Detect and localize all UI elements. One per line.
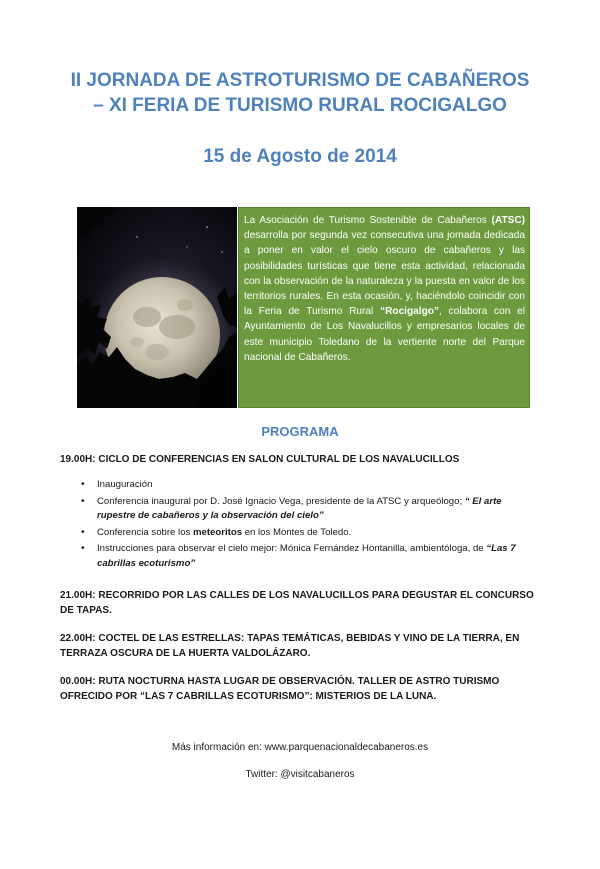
schedule-21h: 21.00H: RECORRIDO POR LAS CALLES DE LOS NAVALUCILLOS PARA DEGUSTAR EL CONCURSO DE TAPAS. [60, 590, 534, 616]
intro-part-1: La Asociación de Turismo Sostenible de Cabañeros [244, 215, 487, 226]
conference-list [60, 478, 530, 573]
item-meteoritos-a: Conferencia sobre los [97, 526, 193, 538]
intro-part-3: , colabora con el Ayuntamiento de Los Navalucillos y empresarios locales de este municipio Toledano de la vertiente norte del Parque nacional de Cabañeros. [244, 306, 525, 363]
item-cabrillas: “Las 7 cabrillas ecoturismo” [97, 543, 516, 569]
item-conferencia-title: “ El arte rupestre de cabañeros y la observación del cielo” [97, 495, 502, 521]
bullet-icon: • [81, 495, 85, 507]
item-inauguracion: Inauguración [97, 479, 153, 490]
item-meteoritos-b: meteoritos [193, 526, 243, 538]
bullet-icon: • [81, 543, 85, 554]
list-item [60, 478, 530, 493]
intro-text-box [238, 207, 530, 408]
twitter-handle: Twitter: @visitcabaneros [245, 769, 355, 780]
item-conferencia-inaugural: Conferencia inaugural por D. José Ignacio Vega, presidente de la ATSC y arqueólogo; [97, 495, 465, 507]
schedule-19h: 19.00H: CICLO DE CONFERENCIAS EN SALON CULTURAL DE LOS NAVALUCILLOS [60, 454, 460, 465]
bullet-icon: • [81, 479, 85, 490]
list-item [60, 526, 530, 541]
intro-part-2: desarrolla por segunda vez consecutiva una jornada dedicada a poner en valor el cielo oscuro de cabañeros y las posibilidades turísticas que tiene esta actividad, relacionada con la observación de la naturaleza y la puesta en valor de los territorios rurales. En esta ocasión, y, haciéndolo coincidir con la Feria de Turismo Rural [244, 230, 525, 318]
schedule-00h: 00.00H: RUTA NOCTURNA HASTA LUGAR DE OBSERVACIÓN. TALLER DE ASTRO TURISMO OFRECIDO POR “LAS 7 CABRILLAS ECOTURISMO”: MISTERIOS DE LA LUNA. [60, 676, 500, 702]
title-line-2: – XI FERIA DE TURISMO RURAL ROCIGALGO [93, 95, 507, 116]
list-item [60, 542, 530, 571]
intro-feria-name: “Rocigalgo” [380, 306, 439, 318]
full-moon-photo [77, 207, 237, 408]
more-info-text: Más información en: www.parquenacionaldecabaneros.es [171, 742, 429, 753]
list-item [60, 495, 530, 524]
schedule-22h: 22.00H: COCTEL DE LAS ESTRELLAS: TAPAS TEMÁTICAS, BEBIDAS Y VINO DE LA TIERRA, EN TERRAZA OSCURA DE LA HUERTA VALDOLÁZARO. [60, 633, 520, 659]
intro-acronym: (ATSC) [491, 215, 525, 226]
event-date: 15 de Agosto de 2014 [203, 146, 397, 167]
moon-night-image [77, 207, 237, 408]
programa-heading: PROGRAMA [261, 424, 339, 439]
item-instrucciones: Instrucciones para observar el cielo mejor: Mónica Fernández Hontanilla, ambientóloga, de [97, 543, 487, 554]
item-meteoritos-c: en los Montes de Toledo. [242, 526, 352, 538]
title-line-1: II JORNADA DE ASTROTURISMO DE CABAÑEROS [70, 70, 530, 91]
bullet-icon: • [81, 526, 85, 538]
